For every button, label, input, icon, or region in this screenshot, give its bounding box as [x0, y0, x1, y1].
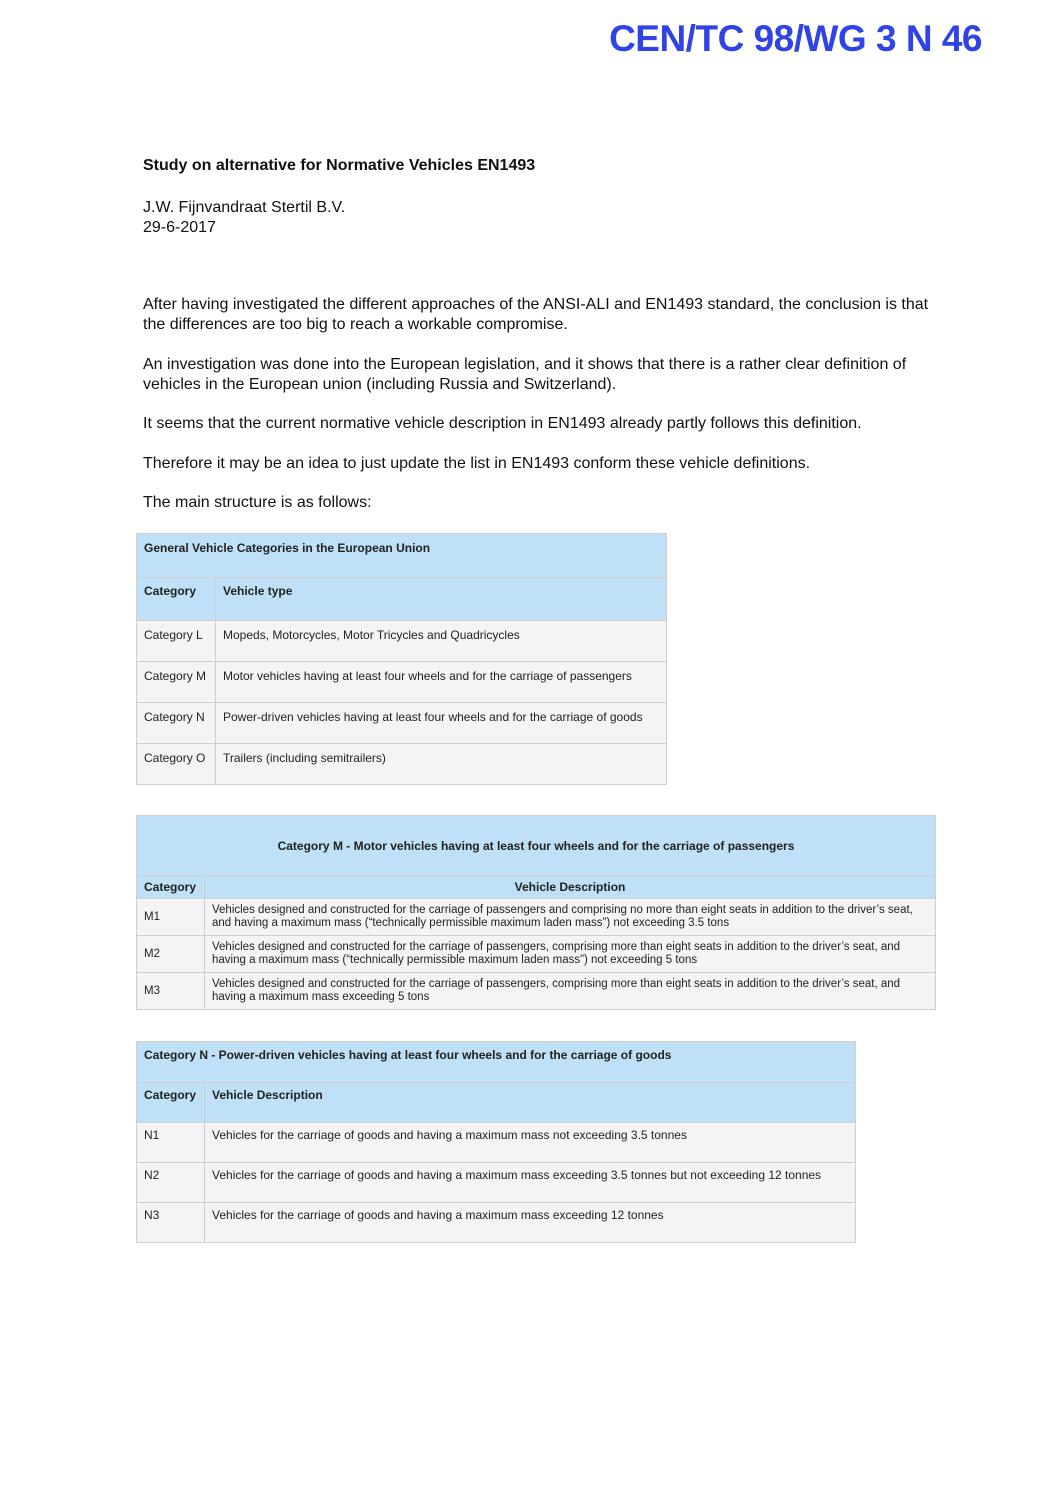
column-header-vehicle-description: Vehicle Description — [205, 876, 936, 899]
column-header-vehicle-description: Vehicle Description — [205, 1083, 856, 1123]
table-row — [137, 703, 667, 744]
description-cell: Vehicles for the carriage of goods and having a maximum mass not exceeding 3.5 tonnes — [205, 1123, 856, 1163]
table-row — [137, 936, 936, 973]
paragraph-structure-intro: The main structure is as follows: — [143, 494, 372, 511]
category-cell: N3 — [137, 1203, 205, 1243]
table-caption-row — [137, 534, 667, 578]
table-caption-row — [137, 816, 936, 876]
author-block — [143, 198, 345, 238]
table-row — [137, 744, 667, 785]
table-caption-row — [137, 1042, 856, 1083]
document-date: 29-6-2017 — [143, 219, 216, 236]
vehicle-type-cell: Mopeds, Motorcycles, Motor Tricycles and Quadricycles — [216, 621, 667, 662]
table-caption: General Vehicle Categories in the European Union — [137, 534, 667, 578]
paragraph-proposal: Therefore it may be an idea to just update the list in EN1493 conform these vehicle definitions. — [143, 455, 811, 472]
table-row — [137, 899, 936, 936]
description-cell: Vehicles for the carriage of goods and having a maximum mass exceeding 3.5 tonnes but not exceeding 12 tonnes — [205, 1163, 856, 1203]
table-header-row — [137, 578, 667, 621]
description-cell: Vehicles designed and constructed for the carriage of passengers, comprising more than eight seats in addition to the driver’s seat, and having a maximum mass (“technically permissible maximum laden mass”) not exceeding 5 tons — [205, 936, 936, 973]
table-header-row — [137, 876, 936, 899]
category-n-table — [136, 1041, 856, 1243]
category-cell: N2 — [137, 1163, 205, 1203]
vehicle-type-cell: Trailers (including semitrailers) — [216, 744, 667, 785]
document-title: Study on alternative for Normative Vehicles EN1493 — [143, 157, 536, 174]
general-categories-table — [136, 533, 667, 785]
category-cell: Category L — [137, 621, 216, 662]
document-code: CEN/TC 98/WG 3 N 46 — [609, 18, 982, 59]
category-m-table — [136, 815, 936, 1010]
table-row — [137, 1163, 856, 1203]
category-cell: Category N — [137, 703, 216, 744]
table-row — [137, 1123, 856, 1163]
paragraph-current-definition: It seems that the current normative vehicle description in EN1493 already partly follows this definition. — [143, 415, 862, 432]
column-header-vehicle-type: Vehicle type — [216, 578, 667, 621]
author-name: J.W. Fijnvandraat Stertil B.V. — [143, 199, 346, 216]
column-header-category: Category — [137, 578, 216, 621]
paragraph-investigation: An investigation was done into the European legislation, and it shows that there is a rather clear definition of vehicles in the European union (including Russia and Switzerland). — [143, 356, 907, 393]
vehicle-type-cell: Power-driven vehicles having at least four wheels and for the carriage of goods — [216, 703, 667, 744]
table-caption: Category N - Power-driven vehicles having at least four wheels and for the carriage of goods — [137, 1042, 856, 1083]
table-row — [137, 973, 936, 1010]
table-row — [137, 662, 667, 703]
paragraph-conclusion: After having investigated the different approaches of the ANSI-ALI and EN1493 standard, the conclusion is that the differences are too big to reach a workable compromise. — [143, 296, 929, 333]
table-row — [137, 1203, 856, 1243]
description-cell: Vehicles designed and constructed for the carriage of passengers and comprising no more than eight seats in addition to the driver’s seat, and having a maximum mass (“technically permissible maximum laden mass”) not exceeding 3.5 tons — [205, 899, 936, 936]
vehicle-type-cell: Motor vehicles having at least four wheels and for the carriage of passengers — [216, 662, 667, 703]
category-cell: M1 — [137, 899, 205, 936]
table-caption: Category M - Motor vehicles having at least four wheels and for the carriage of passengers — [137, 816, 936, 876]
category-cell: M3 — [137, 973, 205, 1010]
category-cell: Category M — [137, 662, 216, 703]
category-cell: N1 — [137, 1123, 205, 1163]
column-header-category: Category — [137, 1083, 205, 1123]
column-header-category: Category — [137, 876, 205, 899]
table-row — [137, 621, 667, 662]
table-header-row — [137, 1083, 856, 1123]
category-cell: M2 — [137, 936, 205, 973]
description-cell: Vehicles for the carriage of goods and having a maximum mass exceeding 12 tonnes — [205, 1203, 856, 1243]
category-cell: Category O — [137, 744, 216, 785]
description-cell: Vehicles designed and constructed for the carriage of passengers, comprising more than eight seats in addition to the driver’s seat, and having a maximum mass exceeding 5 tons — [205, 973, 936, 1010]
